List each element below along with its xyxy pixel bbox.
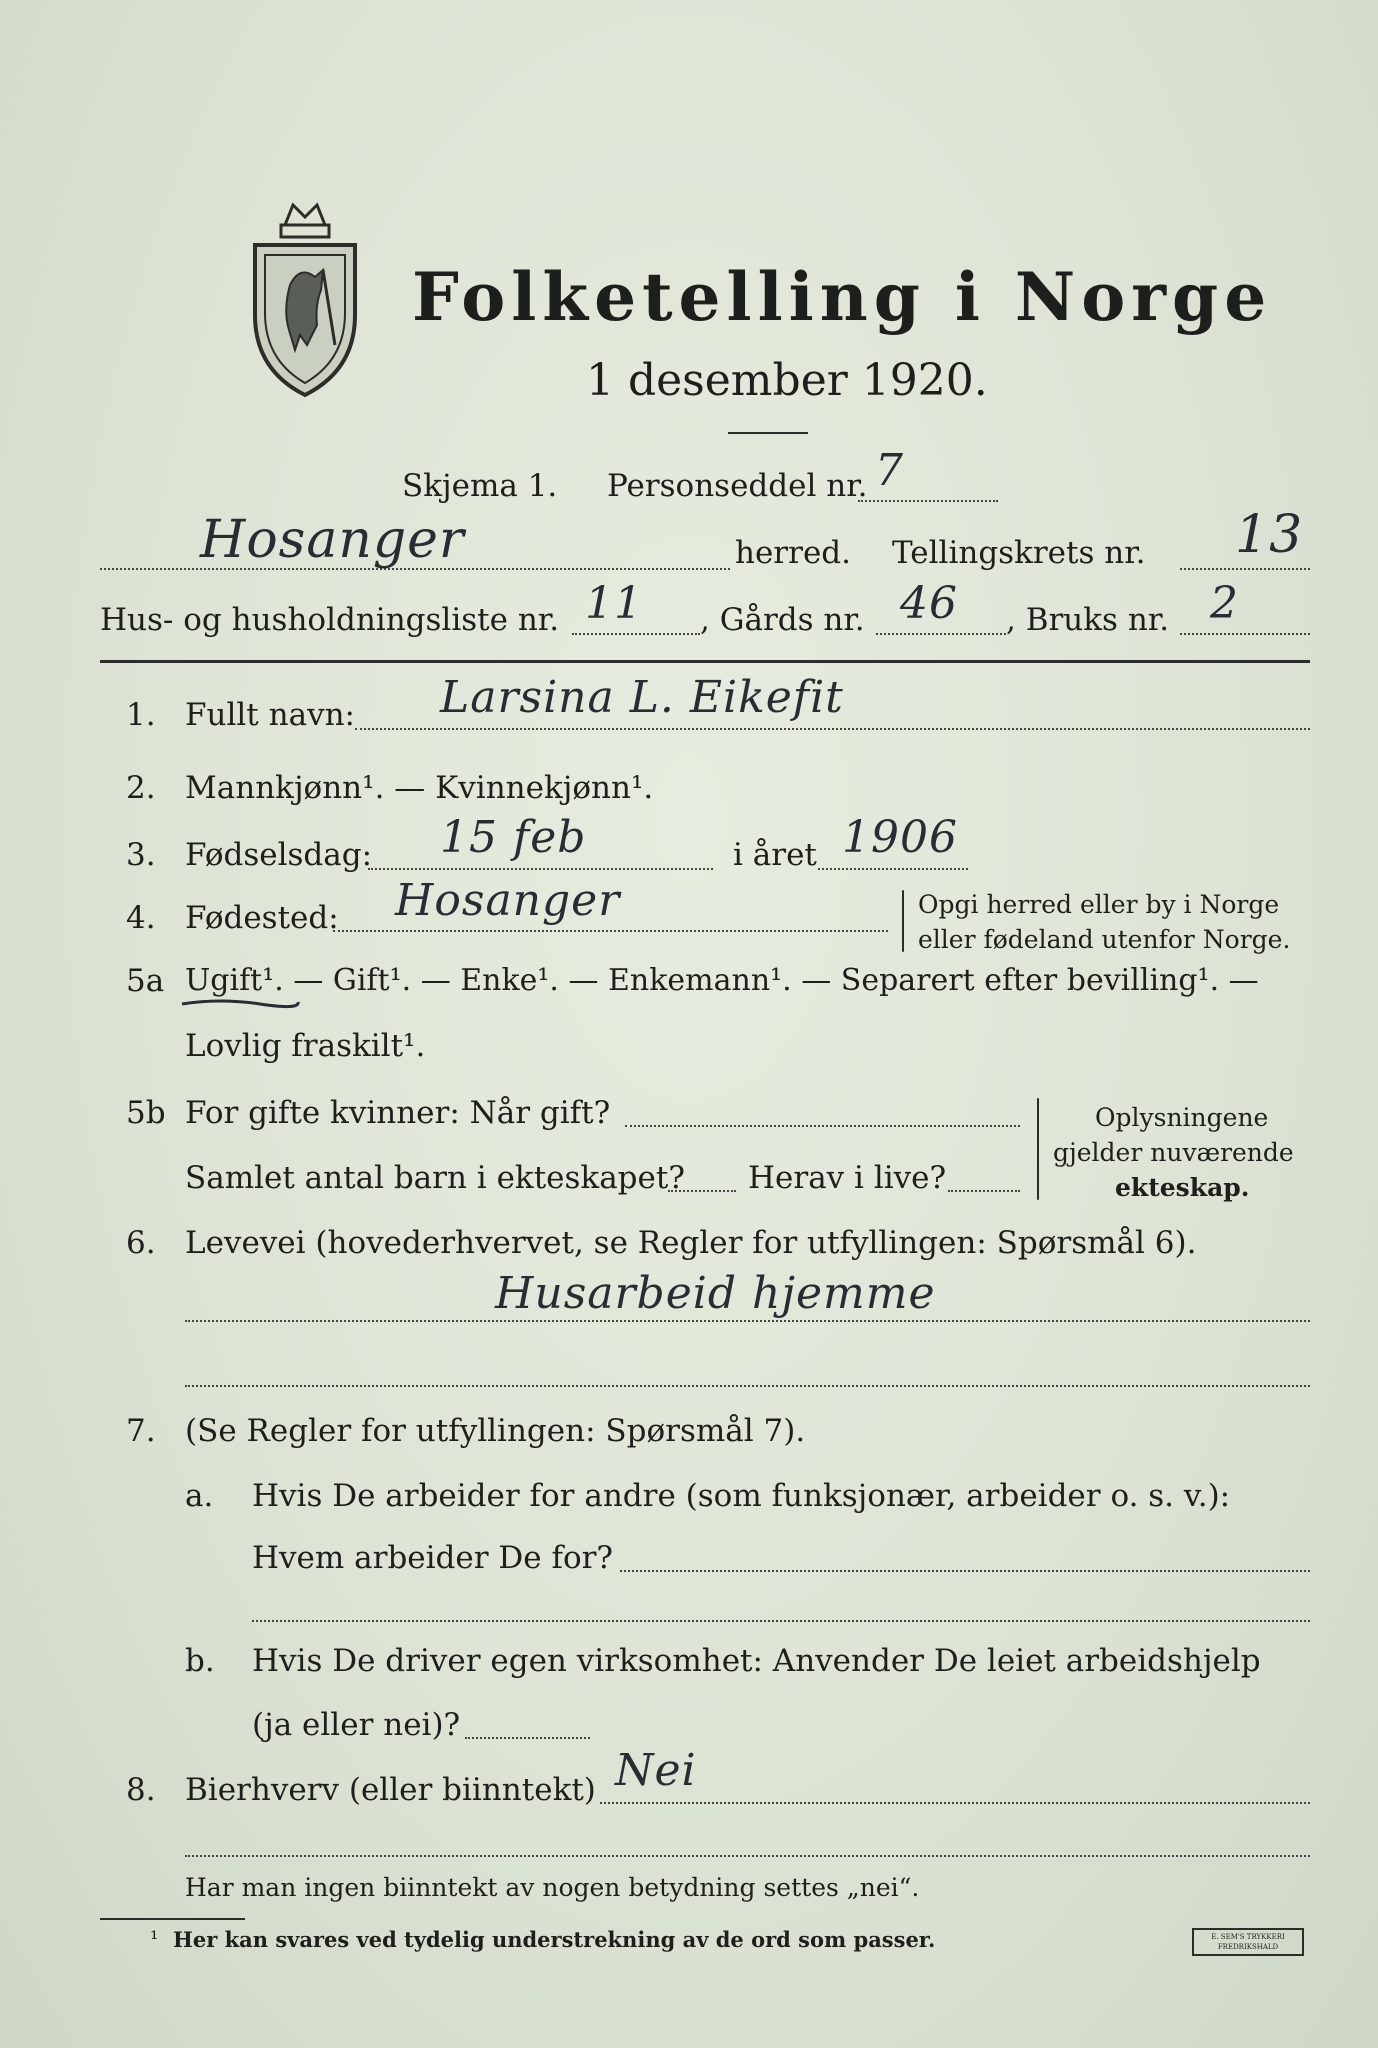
q1-number: 1.: [126, 697, 156, 733]
q7a-line-extra: [252, 1620, 1310, 1622]
q7b-line1: Hvis De driver egen virksomhet: Anvender De leiet arbeidshjelp: [252, 1643, 1261, 1679]
q3-number: 3.: [126, 837, 156, 873]
q7-label: (Se Regler for utfyllingen: Spørsmål 7).: [185, 1413, 806, 1449]
q5b-note-line2: gjelder nuværende: [1053, 1138, 1294, 1167]
q6-line1: [185, 1320, 1310, 1322]
gards-line: [876, 633, 1006, 635]
title-divider: [728, 432, 808, 434]
tellingskrets-value[interactable]: 13: [1235, 505, 1304, 565]
q5b-number: 5b: [126, 1095, 166, 1131]
q7a-letter: a.: [185, 1478, 214, 1514]
q5b-children-line: [668, 1190, 736, 1192]
q6-number: 6.: [126, 1225, 156, 1261]
q7a-line2: Hvem arbeider De for?: [252, 1540, 614, 1576]
q4-note-brace: [902, 890, 904, 952]
bruks-value[interactable]: 2: [1210, 578, 1239, 629]
q5b-alive-line: [948, 1190, 1020, 1192]
q5b-note-line3: ekteskap.: [1115, 1173, 1250, 1202]
q4-value[interactable]: Hosanger: [395, 875, 621, 926]
q1-line: [355, 728, 1310, 730]
q7b-line: [465, 1737, 590, 1739]
q4-note-line1: Opgi herred eller by i Norge: [918, 890, 1280, 919]
ugift-underline-mark: [180, 996, 300, 1010]
bruks-line: [1180, 633, 1310, 635]
q3-year-value[interactable]: 1906: [842, 812, 958, 863]
gards-label: , Gårds nr.: [700, 602, 865, 638]
husholdningsliste-value[interactable]: 11: [585, 578, 643, 629]
q8-line: [600, 1802, 1310, 1804]
personseddel-value[interactable]: 7: [875, 445, 904, 496]
q4-number: 4.: [126, 900, 156, 936]
printer-stamp: E. SEM'S TRYKKERI FREDRIKSHALD: [1192, 1928, 1304, 1956]
herred-value[interactable]: Hosanger: [200, 510, 465, 570]
footnote-divider: [100, 1918, 245, 1920]
form-title: Folketelling i Norge: [412, 258, 1273, 336]
q6-line2: [185, 1385, 1310, 1387]
q8-number: 8.: [126, 1772, 156, 1808]
q3-day-line: [368, 868, 713, 870]
q5b-children-label: Samlet antal barn i ekteskapet?: [185, 1160, 685, 1196]
gards-value[interactable]: 46: [900, 578, 958, 629]
q3-label: Fødselsdag:: [185, 837, 373, 873]
q8-line-extra: [185, 1855, 1310, 1857]
q7a-line: [620, 1570, 1310, 1572]
personseddel-line: [858, 500, 998, 502]
q4-line: [333, 930, 888, 932]
q8-label: Bierhverv (eller biinntekt): [185, 1772, 596, 1808]
q1-label: Fullt navn:: [185, 697, 355, 733]
footnote-text: Her kan svares ved tydelig understrekning av de ord som passer.: [173, 1927, 936, 1952]
form-date: 1 desember 1920.: [586, 355, 988, 406]
footer-note: Har man ingen biinntekt av nogen betydning settes „nei“.: [185, 1873, 920, 1902]
q1-value[interactable]: Larsina L. Eikefit: [440, 672, 844, 723]
husholdningsliste-line: [572, 633, 700, 635]
husholdningsliste-label: Hus- og husholdningsliste nr.: [100, 602, 560, 638]
q5b-line1: For gifte kvinner: Når gift?: [185, 1095, 611, 1131]
q2-label: Mannkjønn¹. — Kvinnekjønn¹.: [185, 770, 654, 806]
bruks-label: , Bruks nr.: [1006, 602, 1170, 638]
herred-label: herred.: [735, 535, 851, 571]
q7-number: 7.: [126, 1413, 156, 1449]
q3-value[interactable]: 15 feb: [440, 812, 587, 863]
q4-label: Fødested:: [185, 900, 339, 936]
tellingskrets-line: [1180, 568, 1310, 570]
personseddel-label: Personseddel nr.: [607, 468, 868, 504]
q5b-note-brace: [1037, 1098, 1039, 1200]
footnote-mark: ¹: [150, 1927, 159, 1951]
q5a-number: 5a: [126, 963, 165, 999]
q6-value[interactable]: Husarbeid hjemme: [495, 1268, 936, 1319]
q5b-married-line: [625, 1125, 1020, 1127]
q2-number: 2.: [126, 770, 156, 806]
q7b-letter: b.: [185, 1643, 215, 1679]
q4-note-line2: eller fødeland utenfor Norge.: [918, 925, 1291, 954]
q7a-line1: Hvis De arbeider for andre (som funksjonær, arbeider o. s. v.):: [252, 1478, 1231, 1514]
norway-coat-of-arms-icon: [245, 195, 365, 400]
q3-year-label: i året: [733, 837, 817, 873]
q8-value[interactable]: Nei: [615, 1745, 697, 1796]
q5a-line2: Lovlig fraskilt¹.: [185, 1028, 426, 1064]
q3-year-line: [818, 868, 968, 870]
header-divider: [100, 660, 1310, 663]
q5a-line1: Ugift¹. — Gift¹. — Enke¹. — Enkemann¹. — Separert efter bevilling¹. —: [185, 963, 1259, 998]
q6-label: Levevei (hovederhvervet, se Regler for utfyllingen: Spørsmål 6).: [185, 1225, 1197, 1261]
skjema-label: Skjema 1.: [402, 468, 558, 504]
tellingskrets-label: Tellingskrets nr.: [892, 535, 1146, 571]
q5b-alive-label: Herav i live?: [748, 1160, 947, 1196]
q5b-note-line1: Oplysningene: [1095, 1103, 1269, 1132]
q7b-line2: (ja eller nei)?: [252, 1707, 461, 1743]
